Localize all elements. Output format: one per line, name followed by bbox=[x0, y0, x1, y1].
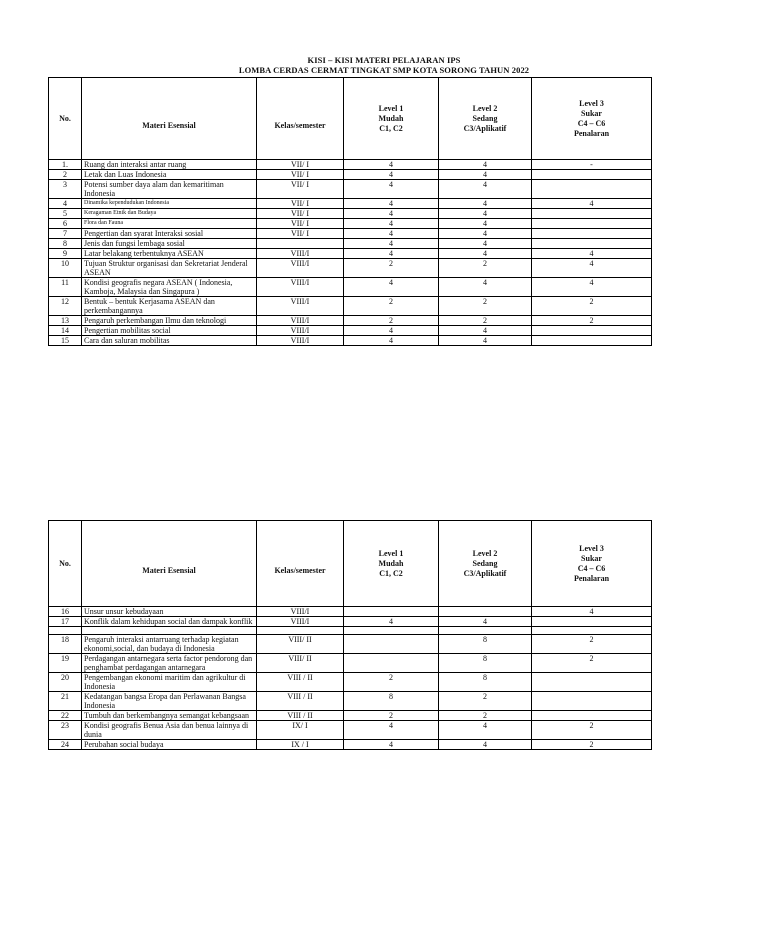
header-level1 bbox=[344, 78, 439, 160]
cell-level3 bbox=[532, 209, 652, 219]
cell-level3 bbox=[532, 229, 652, 239]
table-row bbox=[49, 326, 652, 336]
cell-kelas: VIII/I bbox=[257, 607, 344, 617]
cell-no: 8 bbox=[49, 239, 82, 249]
cell-level3: 4 bbox=[532, 199, 652, 209]
cell-level1 bbox=[344, 607, 439, 617]
table-row bbox=[49, 617, 652, 627]
cell-level3 bbox=[532, 627, 652, 635]
cell-level2: 4 bbox=[439, 170, 532, 180]
cell-level3: 4 bbox=[532, 278, 652, 297]
table-row bbox=[49, 654, 652, 673]
level1-desc: Mudah bbox=[378, 558, 404, 568]
cell-level2: 4 bbox=[439, 249, 532, 259]
table-row bbox=[49, 297, 652, 316]
header-kelas: Kelas/semester bbox=[257, 78, 344, 160]
cell-kelas bbox=[257, 627, 344, 635]
table-row bbox=[49, 239, 652, 249]
cell-level1: 4 bbox=[344, 199, 439, 209]
cell-kelas: VIII/I bbox=[257, 249, 344, 259]
level1-desc: Mudah bbox=[378, 113, 404, 123]
cell-kelas: VII/ I bbox=[257, 170, 344, 180]
level3-label: Level 3 bbox=[579, 98, 604, 108]
cell-level2: 2 bbox=[439, 259, 532, 278]
cell-level2: 2 bbox=[439, 711, 532, 721]
cell-materi: Kedatangan bangsa Eropa dan Perlawanan Bangsa Indonesia bbox=[82, 692, 257, 711]
cell-no bbox=[49, 627, 82, 635]
cell-materi: Jenis dan fungsi lembaga sosial bbox=[82, 239, 257, 249]
cell-no: 22 bbox=[49, 711, 82, 721]
cell-materi: Letak dan Luas Indonesia bbox=[82, 170, 257, 180]
cell-level1: 4 bbox=[344, 239, 439, 249]
cell-level1: 4 bbox=[344, 229, 439, 239]
cell-no: 13 bbox=[49, 316, 82, 326]
cell-kelas: VIII/I bbox=[257, 316, 344, 326]
table-header-row bbox=[49, 78, 652, 160]
cell-materi: Kondisi geografis negara ASEAN ( Indonesia, Kamboja, Malaysia dan Singapura ) bbox=[82, 278, 257, 297]
table-row bbox=[49, 721, 652, 740]
level3-label: Level 3 bbox=[579, 543, 604, 553]
cell-no: 11 bbox=[49, 278, 82, 297]
cell-kelas: VIII / II bbox=[257, 692, 344, 711]
cell-kelas: VIII/I bbox=[257, 259, 344, 278]
cell-level3 bbox=[532, 711, 652, 721]
cell-level1: 4 bbox=[344, 160, 439, 170]
cell-no: 6 bbox=[49, 219, 82, 229]
table-row bbox=[49, 259, 652, 278]
header-level3 bbox=[532, 521, 652, 607]
table-row bbox=[49, 209, 652, 219]
level2-desc: Sedang bbox=[472, 558, 498, 568]
level2-label: Level 2 bbox=[472, 103, 498, 113]
table-row bbox=[49, 180, 652, 199]
cell-level3 bbox=[532, 170, 652, 180]
header-no: No. bbox=[49, 521, 82, 607]
cell-level1 bbox=[344, 627, 439, 635]
cell-kelas: IX / I bbox=[257, 740, 344, 750]
header-materi: Materi Esensial bbox=[82, 521, 257, 607]
cell-materi: Pengertian mobilitas social bbox=[82, 326, 257, 336]
level2-desc: Sedang bbox=[472, 113, 498, 123]
table-row bbox=[49, 316, 652, 326]
cell-level2 bbox=[439, 607, 532, 617]
cell-level1 bbox=[344, 635, 439, 654]
table-1-body bbox=[49, 160, 652, 346]
cell-materi: Perubahan social budaya bbox=[82, 740, 257, 750]
cell-level3 bbox=[532, 219, 652, 229]
table-2-body bbox=[49, 607, 652, 750]
document-title: KISI – KISI MATERI PELAJARAN IPS bbox=[307, 55, 461, 65]
cell-level1: 4 bbox=[344, 249, 439, 259]
cell-level2: 4 bbox=[439, 278, 532, 297]
cell-materi: Pengertian dan syarat Interaksi sosial bbox=[82, 229, 257, 239]
cell-level2: 4 bbox=[439, 239, 532, 249]
table-row bbox=[49, 607, 652, 617]
level1-code: C1, C2 bbox=[379, 123, 403, 133]
cell-no: 2 bbox=[49, 170, 82, 180]
cell-materi: Keragaman Etnik dan Budaya bbox=[82, 209, 257, 219]
cell-level1: 4 bbox=[344, 721, 439, 740]
cell-level3: 2 bbox=[532, 297, 652, 316]
cell-level1: 2 bbox=[344, 297, 439, 316]
cell-no: 17 bbox=[49, 617, 82, 627]
cell-level3: - bbox=[532, 160, 652, 170]
cell-level2: 8 bbox=[439, 654, 532, 673]
level2-code: C3/Aplikatif bbox=[463, 568, 507, 578]
cell-level1: 4 bbox=[344, 326, 439, 336]
cell-kelas: VIII/I bbox=[257, 326, 344, 336]
cell-level3 bbox=[532, 239, 652, 249]
cell-level3: 4 bbox=[532, 259, 652, 278]
cell-kelas: VIII/I bbox=[257, 297, 344, 316]
table-row bbox=[49, 199, 652, 209]
table-row bbox=[49, 692, 652, 711]
cell-level1: 4 bbox=[344, 740, 439, 750]
cell-no: 15 bbox=[49, 336, 82, 346]
cell-materi: Perdagangan antarnegara serta factor pendorong dan penghambat perdagangan antarnegara bbox=[82, 654, 257, 673]
cell-level2: 4 bbox=[439, 160, 532, 170]
cell-level1: 4 bbox=[344, 219, 439, 229]
cell-materi: Pengaruh perkembangan Ilmu dan teknologi bbox=[82, 316, 257, 326]
cell-level1: 4 bbox=[344, 180, 439, 199]
cell-materi: Flora dan Fauna bbox=[82, 219, 257, 229]
cell-no: 5 bbox=[49, 209, 82, 219]
cell-materi: Unsur unsur kebudayaan bbox=[82, 607, 257, 617]
cell-level2: 4 bbox=[439, 617, 532, 627]
cell-level2 bbox=[439, 627, 532, 635]
cell-materi: Bentuk – bentuk Kerjasama ASEAN dan perkembangannya bbox=[82, 297, 257, 316]
cell-level3 bbox=[532, 673, 652, 692]
cell-no: 19 bbox=[49, 654, 82, 673]
cell-no: 9 bbox=[49, 249, 82, 259]
cell-level1: 2 bbox=[344, 316, 439, 326]
cell-level1: 4 bbox=[344, 336, 439, 346]
level2-code: C3/Aplikatif bbox=[463, 123, 507, 133]
cell-level2: 8 bbox=[439, 673, 532, 692]
cell-level1: 4 bbox=[344, 170, 439, 180]
cell-kelas: VIII/ II bbox=[257, 635, 344, 654]
level3-note: Penalaran bbox=[573, 128, 610, 138]
table-row bbox=[49, 170, 652, 180]
cell-level3 bbox=[532, 180, 652, 199]
cell-no: 21 bbox=[49, 692, 82, 711]
cell-level3: 2 bbox=[532, 740, 652, 750]
cell-materi bbox=[82, 627, 257, 635]
cell-no: 1. bbox=[49, 160, 82, 170]
cell-level2: 4 bbox=[439, 219, 532, 229]
cell-kelas: VIII/ II bbox=[257, 654, 344, 673]
level3-desc: Sukar bbox=[581, 108, 602, 118]
table-row bbox=[49, 160, 652, 170]
table-row bbox=[49, 711, 652, 721]
table-header-row bbox=[49, 521, 652, 607]
cell-level2: 4 bbox=[439, 199, 532, 209]
cell-kelas bbox=[257, 239, 344, 249]
cell-materi: Potensi sumber daya alam dan kemaritiman Indonesia bbox=[82, 180, 257, 199]
cell-level2: 4 bbox=[439, 209, 532, 219]
cell-level3 bbox=[532, 692, 652, 711]
cell-level3 bbox=[532, 617, 652, 627]
cell-level2: 4 bbox=[439, 336, 532, 346]
cell-level2: 8 bbox=[439, 635, 532, 654]
cell-no: 24 bbox=[49, 740, 82, 750]
level3-code: C4 – C6 bbox=[577, 563, 606, 573]
table-row bbox=[49, 635, 652, 654]
header-no: No. bbox=[49, 78, 82, 160]
cell-level2: 4 bbox=[439, 740, 532, 750]
header-level2 bbox=[439, 78, 532, 160]
cell-no: 20 bbox=[49, 673, 82, 692]
cell-kelas: VIII/I bbox=[257, 278, 344, 297]
cell-no: 4 bbox=[49, 199, 82, 209]
header-level3 bbox=[532, 78, 652, 160]
cell-level1: 4 bbox=[344, 278, 439, 297]
cell-no: 16 bbox=[49, 607, 82, 617]
cell-level3 bbox=[532, 336, 652, 346]
cell-kelas: VII/ I bbox=[257, 180, 344, 199]
cell-level1: 2 bbox=[344, 711, 439, 721]
header-kelas: Kelas/semester bbox=[257, 521, 344, 607]
level3-code: C4 – C6 bbox=[577, 118, 606, 128]
cell-kelas: VII/ I bbox=[257, 229, 344, 239]
cell-no: 3 bbox=[49, 180, 82, 199]
cell-materi: Pengaruh interaksi antarruang terhadap kegiatan ekonomi,social, dan budaya di Indonesia bbox=[82, 635, 257, 654]
cell-level2: 4 bbox=[439, 180, 532, 199]
cell-kelas: IX/ I bbox=[257, 721, 344, 740]
level1-label: Level 1 bbox=[378, 103, 404, 113]
cell-level3: 2 bbox=[532, 654, 652, 673]
table-row bbox=[49, 219, 652, 229]
cell-level1: 8 bbox=[344, 692, 439, 711]
level2-label: Level 2 bbox=[472, 548, 498, 558]
cell-kelas: VII/ I bbox=[257, 160, 344, 170]
cell-level3: 4 bbox=[532, 607, 652, 617]
cell-no: 23 bbox=[49, 721, 82, 740]
header-level1 bbox=[344, 521, 439, 607]
kisi-kisi-table-2 bbox=[48, 520, 652, 750]
cell-no: 12 bbox=[49, 297, 82, 316]
cell-kelas: VIII / II bbox=[257, 673, 344, 692]
table-row bbox=[49, 673, 652, 692]
cell-materi: Pengembangan ekonomi maritim dan agrikultur di Indonesia bbox=[82, 673, 257, 692]
cell-level3: 2 bbox=[532, 635, 652, 654]
cell-level2: 4 bbox=[439, 229, 532, 239]
table-row bbox=[49, 336, 652, 346]
cell-kelas: VII/ I bbox=[257, 219, 344, 229]
cell-level1 bbox=[344, 654, 439, 673]
cell-kelas: VII/ I bbox=[257, 199, 344, 209]
cell-no: 10 bbox=[49, 259, 82, 278]
cell-level1: 2 bbox=[344, 259, 439, 278]
cell-level2: 4 bbox=[439, 326, 532, 336]
cell-materi: Dinamika kependudukan Indonesia bbox=[82, 199, 257, 209]
level3-note: Penalaran bbox=[573, 573, 610, 583]
table-row bbox=[49, 278, 652, 297]
cell-kelas: VIII/I bbox=[257, 336, 344, 346]
cell-level2: 2 bbox=[439, 692, 532, 711]
cell-no: 14 bbox=[49, 326, 82, 336]
header-level2 bbox=[439, 521, 532, 607]
cell-materi: Tujuan Struktur organisasi dan Sekretariat Jenderal ASEAN bbox=[82, 259, 257, 278]
level1-code: C1, C2 bbox=[379, 568, 403, 578]
cell-materi: Tumbuh dan berkembangnya semangat kebangsaan bbox=[82, 711, 257, 721]
header-materi: Materi Esensial bbox=[82, 78, 257, 160]
cell-level1: 2 bbox=[344, 673, 439, 692]
cell-level3 bbox=[532, 326, 652, 336]
cell-level1: 4 bbox=[344, 209, 439, 219]
table-row bbox=[49, 249, 652, 259]
cell-level2: 2 bbox=[439, 297, 532, 316]
table-row bbox=[49, 229, 652, 239]
cell-level3: 2 bbox=[532, 721, 652, 740]
cell-level2: 4 bbox=[439, 721, 532, 740]
cell-no: 18 bbox=[49, 635, 82, 654]
table-row bbox=[49, 740, 652, 750]
cell-level3: 2 bbox=[532, 316, 652, 326]
kisi-kisi-table-1 bbox=[48, 77, 652, 346]
cell-materi: Kondisi geografis Benua Asia dan benua lainnya di dunia bbox=[82, 721, 257, 740]
cell-no: 7 bbox=[49, 229, 82, 239]
cell-level3: 4 bbox=[532, 249, 652, 259]
cell-level1: 4 bbox=[344, 617, 439, 627]
level1-label: Level 1 bbox=[378, 548, 404, 558]
cell-kelas: VIII / II bbox=[257, 711, 344, 721]
cell-materi: Ruang dan interaksi antar ruang bbox=[82, 160, 257, 170]
table-row bbox=[49, 627, 652, 635]
cell-materi: Konflik dalam kehidupan social dan dampak konflik bbox=[82, 617, 257, 627]
cell-materi: Cara dan saluran mobilitas bbox=[82, 336, 257, 346]
cell-kelas: VIII/I bbox=[257, 617, 344, 627]
cell-level2: 2 bbox=[439, 316, 532, 326]
cell-kelas: VII/ I bbox=[257, 209, 344, 219]
level3-desc: Sukar bbox=[581, 553, 602, 563]
cell-materi: Latar belakang terbentuknya ASEAN bbox=[82, 249, 257, 259]
document-subtitle: LOMBA CERDAS CERMAT TINGKAT SMP KOTA SORONG TAHUN 2022 bbox=[238, 65, 530, 75]
